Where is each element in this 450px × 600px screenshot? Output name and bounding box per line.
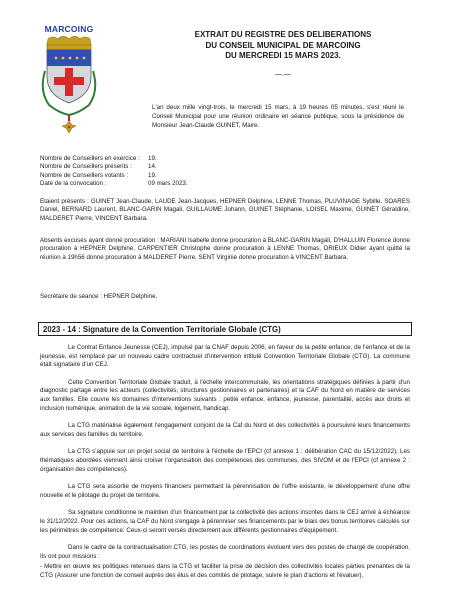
fact-label: Date de la convocation :: [40, 180, 107, 188]
header-line-2: DU CONSEIL MUNICIPAL DE MARCOING: [205, 40, 361, 50]
meeting-intro: L'an deux mille vingt-trois, le mercredi 15 mars, à 19 heures 05 minutes, s'est réuni le Conseil Municipal pour une réunion ordinaire en séance publique, sous la présidence de Monsieur Jean-Claude GUINET, Maire.: [152, 104, 404, 129]
fact-value: 14.: [148, 163, 157, 171]
crest-town-name: MARCOING: [44, 24, 94, 34]
attendance-facts: [40, 155, 410, 189]
paragraph: Le Contrat Enfance Jeunesse (CEJ), impulsé par la CNAF depuis 2006, en faveur de la petite enfance, de l'enfance et de la jeunesse, est remplacé par un nouveau cadre contractuel d'intervention intitulé Convention Territoriale Globale (CTG). La commune était signataire d'un CEJ.: [40, 344, 410, 369]
coat-of-arms-icon: [39, 35, 99, 139]
fact-row: [40, 180, 410, 188]
fact-label: Nombre de Conseillers présents :: [40, 163, 132, 171]
fact-label: Nombre de Conseillers en exercice :: [40, 155, 140, 162]
paragraph: La CTG s'appuie sur un projet social de territoire à l'échelle de l'EPCI (cf annexe 1 : délibération CAC du 15/12/2022). Les thématiques abordées viennent ainsi croiser l'organisation des compétences des communes, des SIVOM et de l'EPCI (cf annexe 2 : organisation des compétences).: [40, 448, 410, 473]
header-separator: —.—: [275, 70, 291, 78]
absent-proxies: Absents excusés ayant donné procuration : MARIANI Isabelle donne procuration à BLANC-GARIN Magali, D'HALLUIN Florence donne procuration à HEPNER Delphine, CARPENTIER Christophe donne procuration à LENNE Thomas, DRIEUX Didier ayant quitté la réunion à 19h56 donne procuration à MALDERET Pierre, SENT Virginie donne procuration à VINCENT Barbara.: [40, 237, 410, 261]
fact-label: Nombre de Conseillers votants :: [40, 171, 129, 179]
paragraph: Cette Convention Territoriale Globale traduit, à l'échelle intercommunale, les orientations stratégiques définies à partir d'un diagnostic partagé entre les acteurs (collectivités, structures gestionnaires et partenaires) et la CAF du Nord en matière de services aux familles. Elle couvre les domaines d'interventions suivants : petite enfance, enfance, jeunesse, parentalité, accès aux droits et inclusion numérique, animation de la vie sociale, logement, handicap.: [40, 378, 410, 412]
fact-row: [40, 172, 410, 180]
fact-value: 09 mars 2023.: [148, 180, 188, 188]
deliberation-title: 2023 - 14 : Signature de la Convention Territoriale Globale (CTG): [38, 322, 412, 336]
register-header: [172, 30, 394, 80]
session-secretary: Secrétaire de séance : HEPNER Delphine.: [40, 293, 158, 300]
fact-value: 19.: [148, 155, 157, 162]
town-crest: [30, 24, 108, 139]
mission-item: - Mettre en œuvre les politiques retenues dans la CTG et faciliter la prise de décision des collectivités locales parties prenantes de la CTG (Assurer une fonction de conseil auprès des élus et des comités de pilotage, suivre le plan d'actions et l'évaluer).: [40, 563, 410, 579]
header-line-3: DU MERCREDI 15 MARS 2023.: [225, 51, 341, 61]
present-members: Etaient présents : GUINET Jean-Claude, LAUDE Jean-Jacques, HEPNER Delphine, LENNE Thomas, PLUVINAGE Sybille, SOARES Daniel, BERNARD Laurent, BLANC-GARIN Magali, GUILLAUME Johann, GUINET Stéphanie, LOISEL Maxime, GUINET Géraldine, MALDERET Pierre, VINCENT Barbara.: [40, 198, 410, 222]
deliberation-body: [40, 344, 410, 580]
paragraph: Sa signature conditionne le maintien d'un financement par la collectivité des actions inscrites dans le CEJ arrivé à échéance le 31/12/2022. Pour ces actions, la CAF du Nord s'engage à pérenniser ses financements par le biais des bonus territoires calculés sur les périmètres de compétence. Ceux-ci seront versés directement aux différents gestionnaires d'équipement.: [40, 509, 410, 534]
header-line-1: EXTRAIT DU REGISTRE DES DELIBERATIONS: [194, 30, 372, 39]
fact-row: [40, 155, 410, 163]
fact-row: [40, 163, 410, 171]
fact-value: 19.: [148, 171, 157, 179]
paragraph: Dans le cadre de la contractualisation CTG, les postes de coordinations évoluent vers des postes de chargé de coopération. Ils ont pour missions :: [40, 544, 410, 560]
paragraph: La CTG matérialise également l'engagement conjoint de la Caf du Nord et des collectivités à poursuivre leurs financements aux services des familles du territoire.: [40, 422, 410, 438]
paragraph: La CTG sera assortie de moyens financiers permettant la pérennisation de l'offre existante, le développement d'une offre nouvelle et le pilotage du projet de territoire.: [40, 483, 410, 499]
